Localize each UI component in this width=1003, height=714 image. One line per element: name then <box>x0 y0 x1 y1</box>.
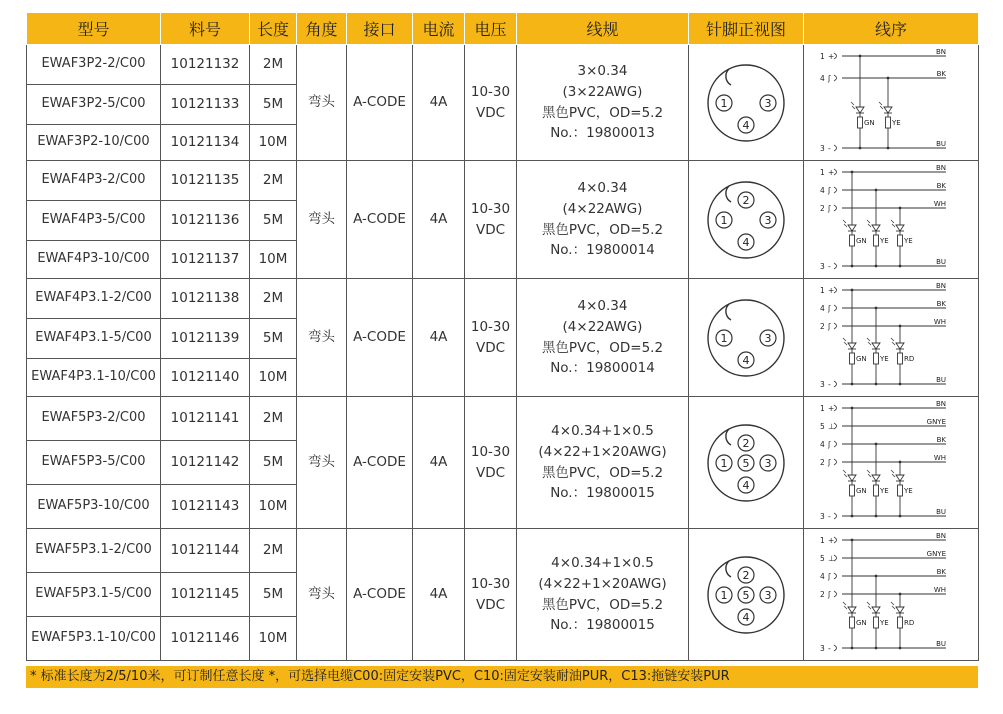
voltage-line: 10-30 <box>470 575 511 592</box>
length-cell: 5M <box>250 319 297 359</box>
current-cell: 4A <box>413 45 465 161</box>
pin-number: 5 <box>820 553 825 563</box>
pin-number: 1 <box>820 167 825 177</box>
wire-color-label: BN <box>935 281 946 290</box>
length-cell: 5M <box>250 201 297 241</box>
wire-gauge-line: No.：19800015 <box>550 617 655 634</box>
wire-line <box>820 550 946 563</box>
led-branch <box>843 170 867 267</box>
wire-color-label: BK <box>936 299 946 308</box>
wire-color-label: BU <box>936 639 946 648</box>
pin-1 <box>716 330 732 346</box>
pin-label: 5 <box>742 456 750 470</box>
voltage-cell <box>465 45 517 161</box>
part-number-cell: 10121135 <box>161 161 250 201</box>
led-color-label: RD <box>904 354 915 363</box>
pin-label: 1 <box>720 456 728 470</box>
wire-gauge-line: 4×0.34 <box>577 179 628 196</box>
interface-cell: A-CODE <box>347 45 413 161</box>
table-body <box>27 45 979 661</box>
voltage-line: VDC <box>475 104 506 121</box>
voltage-line: 10-30 <box>470 200 511 217</box>
model-cell: EWAF4P3-10/C00 <box>27 241 161 279</box>
pin-symbol: ʃ <box>828 185 831 195</box>
wire-color-label: GNYE <box>926 417 946 426</box>
wire-color-label: BU <box>936 139 946 148</box>
part-number-cell: 10121132 <box>161 45 250 85</box>
led-branch <box>867 188 889 267</box>
voltage-line: 10-30 <box>470 318 511 335</box>
interface-cell: A-CODE <box>347 529 413 661</box>
length-cell: 2M <box>250 397 297 441</box>
pin-label: 2 <box>742 193 750 207</box>
model-cell: EWAF3P2-2/C00 <box>27 45 161 85</box>
led-color-label: GN <box>856 354 867 363</box>
pin-3 <box>760 212 776 228</box>
wiring-diagram <box>806 532 976 658</box>
product-spec-table <box>26 12 979 661</box>
voltage-line: 10-30 <box>470 83 511 100</box>
wiring-cell <box>804 279 979 397</box>
wire-line <box>820 282 946 295</box>
part-number-cell: 10121143 <box>161 485 250 529</box>
wiring-diagram <box>806 282 976 394</box>
pin-symbol: ⊥ <box>828 421 835 431</box>
angle-cell: 弯头 <box>297 279 347 397</box>
interface-cell: A-CODE <box>347 279 413 397</box>
voltage-line: VDC <box>475 339 506 356</box>
wire-color-label: BK <box>936 181 946 190</box>
led-branch <box>879 76 901 149</box>
pin-4 <box>738 234 754 250</box>
voltage-cell <box>465 279 517 397</box>
wire-gauge-line: 黑色PVC，OD=5.2 <box>541 596 664 613</box>
pin-label: 3 <box>764 588 772 602</box>
model-cell: EWAF5P3-5/C00 <box>27 441 161 485</box>
part-number-cell: 10121146 <box>161 617 250 661</box>
header-voltage: 电压 <box>465 13 517 45</box>
wire-line <box>820 140 946 153</box>
model-cell: EWAF5P3.1-10/C00 <box>27 617 161 661</box>
pin-4 <box>738 352 754 368</box>
current-cell: 4A <box>413 161 465 279</box>
wire-gauge-line: 3×0.34 <box>577 62 628 79</box>
pin-3 <box>760 330 776 346</box>
wire-color-label: WH <box>933 585 946 594</box>
wire-color-label: BK <box>936 69 946 78</box>
wire-line <box>820 640 946 653</box>
length-cell: 10M <box>250 485 297 529</box>
table-row <box>27 529 979 573</box>
pin-number: 1 <box>820 535 825 545</box>
interface-cell: A-CODE <box>347 397 413 529</box>
pin-number: 4 <box>820 185 825 195</box>
pin-number: 4 <box>820 73 825 83</box>
wire-color-label: BK <box>936 435 946 444</box>
pin-symbol: - <box>828 379 831 389</box>
wire-gauge-cell <box>517 279 689 397</box>
pin-symbol: - <box>828 643 831 653</box>
part-number-cell: 10121142 <box>161 441 250 485</box>
part-number-cell: 10121134 <box>161 125 250 161</box>
led-branch <box>891 592 914 649</box>
pin-number: 3 <box>820 379 825 389</box>
wire-line <box>820 164 946 177</box>
voltage-cell <box>465 161 517 279</box>
part-number-cell: 10121145 <box>161 573 250 617</box>
led-branch <box>867 442 889 517</box>
pin-symbol: - <box>828 143 831 153</box>
model-cell: EWAF4P3.1-10/C00 <box>27 359 161 397</box>
wiring-cell <box>804 529 979 661</box>
pin-number: 1 <box>820 285 825 295</box>
part-number-cell: 10121136 <box>161 201 250 241</box>
wire-gauge-cell <box>517 161 689 279</box>
wire-line <box>820 70 946 83</box>
table-row <box>27 397 979 441</box>
led-branch <box>891 324 914 385</box>
model-cell: EWAF3P2-5/C00 <box>27 85 161 125</box>
wire-line <box>820 454 946 467</box>
pin-label: 1 <box>720 96 728 110</box>
wire-gauge-line: (3×22AWG) <box>562 83 643 100</box>
led-branch <box>867 306 889 385</box>
led-color-label: GN <box>856 236 867 245</box>
part-number-cell: 10121137 <box>161 241 250 279</box>
pin-label: 4 <box>742 610 750 624</box>
wire-gauge-line: 黑色PVC，OD=5.2 <box>541 339 664 356</box>
model-cell: EWAF4P3.1-2/C00 <box>27 279 161 319</box>
wire-line <box>820 48 946 61</box>
wire-line <box>820 200 946 213</box>
pin-symbol: + <box>828 403 835 413</box>
wire-color-label: BU <box>936 257 946 266</box>
wire-gauge-line: 4×0.34 <box>577 297 628 314</box>
model-cell: EWAF5P3.1-5/C00 <box>27 573 161 617</box>
table-row <box>27 45 979 85</box>
wire-color-label: BU <box>936 507 946 516</box>
pin-number: 2 <box>820 589 825 599</box>
pin-number: 3 <box>820 511 825 521</box>
length-cell: 2M <box>250 279 297 319</box>
voltage-cell <box>465 397 517 529</box>
model-cell: EWAF4P3-2/C00 <box>27 161 161 201</box>
model-cell: EWAF5P3.1-2/C00 <box>27 529 161 573</box>
pin-1 <box>716 587 732 603</box>
pin-4 <box>738 609 754 625</box>
header-model: 型号 <box>27 13 161 45</box>
pin-number: 2 <box>820 203 825 213</box>
wire-line <box>820 400 946 413</box>
pin-number: 1 <box>820 51 825 61</box>
pin-symbol: ʃ <box>828 589 831 599</box>
wire-line <box>820 376 946 389</box>
led-color-label: YE <box>892 118 901 127</box>
pin-label: 1 <box>720 213 728 227</box>
header-row <box>27 13 979 45</box>
pin-view-diagram <box>704 296 788 380</box>
pin-label: 3 <box>764 213 772 227</box>
pin-2 <box>738 192 754 208</box>
part-number-cell: 10121144 <box>161 529 250 573</box>
voltage-line: VDC <box>475 221 506 238</box>
voltage-line: 10-30 <box>470 443 511 460</box>
wire-gauge-cell <box>517 45 689 161</box>
wire-line <box>820 418 946 431</box>
length-cell: 10M <box>250 617 297 661</box>
pin-label: 3 <box>764 456 772 470</box>
header-current: 电流 <box>413 13 465 45</box>
angle-cell: 弯头 <box>297 45 347 161</box>
pin-number: 4 <box>820 571 825 581</box>
pin-symbol: - <box>828 261 831 271</box>
pin-label: 2 <box>742 436 750 450</box>
wire-line <box>820 436 946 449</box>
wiring-cell <box>804 397 979 529</box>
part-number-cell: 10121138 <box>161 279 250 319</box>
pin-1 <box>716 95 732 111</box>
length-cell: 5M <box>250 573 297 617</box>
length-cell: 10M <box>250 125 297 161</box>
wire-color-label: WH <box>933 199 946 208</box>
pin-label: 4 <box>742 478 750 492</box>
pin-2 <box>738 435 754 451</box>
led-branch <box>867 574 889 649</box>
wire-color-label: BN <box>935 531 946 540</box>
wiring-cell <box>804 45 979 161</box>
pin-1 <box>716 455 732 471</box>
angle-cell: 弯头 <box>297 161 347 279</box>
pin-4 <box>738 477 754 493</box>
wire-line <box>820 586 946 599</box>
header-angle: 角度 <box>297 13 347 45</box>
led-color-label: YE <box>880 618 889 627</box>
pin-view-diagram <box>704 553 788 637</box>
pin-view-cell <box>689 161 804 279</box>
wiring-diagram <box>806 400 976 526</box>
wire-gauge-line: No.：19800014 <box>550 360 655 377</box>
pin-1 <box>716 212 732 228</box>
wire-gauge-line: 4×0.34+1×0.5 <box>551 554 654 571</box>
pin-3 <box>760 95 776 111</box>
wire-color-label: WH <box>933 453 946 462</box>
led-branch <box>891 460 913 517</box>
pin-5 <box>738 455 754 471</box>
current-cell: 4A <box>413 397 465 529</box>
wire-gauge-line: 4×0.34+1×0.5 <box>551 422 654 439</box>
led-color-label: YE <box>880 486 889 495</box>
pin-label: 1 <box>720 331 728 345</box>
pin-number: 5 <box>820 421 825 431</box>
wire-line <box>820 318 946 331</box>
header-wiring: 线序 <box>804 13 979 45</box>
pin-view-cell <box>689 397 804 529</box>
part-number-cell: 10121141 <box>161 397 250 441</box>
pin-3 <box>760 455 776 471</box>
pin-label: 1 <box>720 588 728 602</box>
model-cell: EWAF4P3-5/C00 <box>27 201 161 241</box>
wiring-diagram <box>806 164 976 276</box>
part-number-cell: 10121139 <box>161 319 250 359</box>
pin-number: 3 <box>820 643 825 653</box>
model-cell: EWAF5P3-10/C00 <box>27 485 161 529</box>
length-cell: 2M <box>250 45 297 85</box>
pin-symbol: ʃ <box>828 203 831 213</box>
wire-line <box>820 300 946 313</box>
pin-symbol: ʃ <box>828 439 831 449</box>
pin-label: 2 <box>742 568 750 582</box>
pin-view-cell <box>689 529 804 661</box>
voltage-cell <box>465 529 517 661</box>
angle-cell: 弯头 <box>297 529 347 661</box>
pin-symbol: + <box>828 535 835 545</box>
header-interface: 接口 <box>347 13 413 45</box>
voltage-line: VDC <box>475 596 506 613</box>
pin-symbol: ⊥ <box>828 553 835 563</box>
table-row <box>27 161 979 201</box>
model-cell: EWAF5P3-2/C00 <box>27 397 161 441</box>
wire-gauge-line: (4×22AWG) <box>562 200 643 217</box>
pin-number: 3 <box>820 143 825 153</box>
pin-view-cell <box>689 45 804 161</box>
wire-color-label: WH <box>933 317 946 326</box>
pin-number: 4 <box>820 303 825 313</box>
pin-view-diagram <box>704 61 788 145</box>
led-branch <box>891 206 913 267</box>
wire-color-label: BN <box>935 47 946 56</box>
wire-gauge-line: (4×22AWG) <box>562 318 643 335</box>
header-part-number: 料号 <box>161 13 250 45</box>
led-color-label: YE <box>904 486 913 495</box>
wire-gauge-cell <box>517 529 689 661</box>
wire-color-label: BN <box>935 399 946 408</box>
wire-gauge-line: 黑色PVC，OD=5.2 <box>541 464 664 481</box>
pin-5 <box>738 587 754 603</box>
pin-2 <box>738 567 754 583</box>
wire-color-label: BK <box>936 567 946 576</box>
led-color-label: YE <box>904 236 913 245</box>
length-cell: 2M <box>250 161 297 201</box>
pin-label: 4 <box>742 353 750 367</box>
wire-line <box>820 568 946 581</box>
pin-symbol: ʃ <box>828 303 831 313</box>
model-cell: EWAF3P2-10/C00 <box>27 125 161 161</box>
header-length: 长度 <box>250 13 297 45</box>
led-color-label: YE <box>880 354 889 363</box>
wiring-diagram <box>806 48 976 158</box>
pin-number: 2 <box>820 321 825 331</box>
pin-symbol: + <box>828 167 835 177</box>
pin-label: 5 <box>742 588 750 602</box>
pin-number: 2 <box>820 457 825 467</box>
wire-color-label: BN <box>935 163 946 172</box>
pin-view-diagram <box>704 421 788 505</box>
voltage-line: VDC <box>475 464 506 481</box>
pin-number: 3 <box>820 261 825 271</box>
wire-gauge-cell <box>517 397 689 529</box>
wire-gauge-line: No.：19800014 <box>550 242 655 259</box>
wire-line <box>820 258 946 271</box>
led-color-label: YE <box>880 236 889 245</box>
pin-symbol: + <box>828 51 835 61</box>
wire-line <box>820 508 946 521</box>
led-color-label: GN <box>864 118 875 127</box>
angle-cell: 弯头 <box>297 397 347 529</box>
wire-color-label: BU <box>936 375 946 384</box>
pin-4 <box>738 117 754 133</box>
wire-gauge-line: No.：19800013 <box>550 125 655 142</box>
length-cell: 10M <box>250 241 297 279</box>
wire-color-label: GNYE <box>926 549 946 558</box>
wire-line <box>820 182 946 195</box>
pin-symbol: + <box>828 285 835 295</box>
wire-gauge-line: (4×22+1×20AWG) <box>538 443 667 460</box>
pin-symbol: ʃ <box>828 571 831 581</box>
pin-symbol: ʃ <box>828 457 831 467</box>
header-pin-view: 针脚正视图 <box>689 13 804 45</box>
pin-number: 4 <box>820 439 825 449</box>
part-number-cell: 10121133 <box>161 85 250 125</box>
length-cell: 5M <box>250 85 297 125</box>
led-color-label: GN <box>856 618 867 627</box>
led-branch <box>843 288 867 385</box>
wire-gauge-line: 黑色PVC，OD=5.2 <box>541 104 664 121</box>
wire-line <box>820 532 946 545</box>
pin-symbol: ʃ <box>828 73 831 83</box>
pin-label: 4 <box>742 118 750 132</box>
pin-3 <box>760 587 776 603</box>
pin-symbol: ʃ <box>828 321 831 331</box>
header-wire-gauge: 线规 <box>517 13 689 45</box>
table-row <box>27 279 979 319</box>
interface-cell: A-CODE <box>347 161 413 279</box>
led-color-label: RD <box>904 618 915 627</box>
wire-gauge-line: No.：19800015 <box>550 485 655 502</box>
pin-label: 4 <box>742 235 750 249</box>
current-cell: 4A <box>413 279 465 397</box>
length-cell: 2M <box>250 529 297 573</box>
length-cell: 5M <box>250 441 297 485</box>
pin-label: 3 <box>764 96 772 110</box>
current-cell: 4A <box>413 529 465 661</box>
wire-gauge-line: 黑色PVC，OD=5.2 <box>541 221 664 238</box>
led-branch <box>851 54 875 149</box>
pin-symbol: - <box>828 511 831 521</box>
wiring-cell <box>804 161 979 279</box>
footer-note: * 标准长度为2/5/10米，可订制任意长度 *，可选择电缆C00:固定安装PVC，C10:固定安装耐油PUR，C13:拖链安装PUR <box>26 666 978 688</box>
model-cell: EWAF4P3.1-5/C00 <box>27 319 161 359</box>
part-number-cell: 10121140 <box>161 359 250 397</box>
pin-view-diagram <box>704 178 788 262</box>
pin-number: 1 <box>820 403 825 413</box>
wire-gauge-line: (4×22+1×20AWG) <box>538 575 667 592</box>
pin-view-cell <box>689 279 804 397</box>
pin-label: 3 <box>764 331 772 345</box>
led-color-label: GN <box>856 486 867 495</box>
length-cell: 10M <box>250 359 297 397</box>
